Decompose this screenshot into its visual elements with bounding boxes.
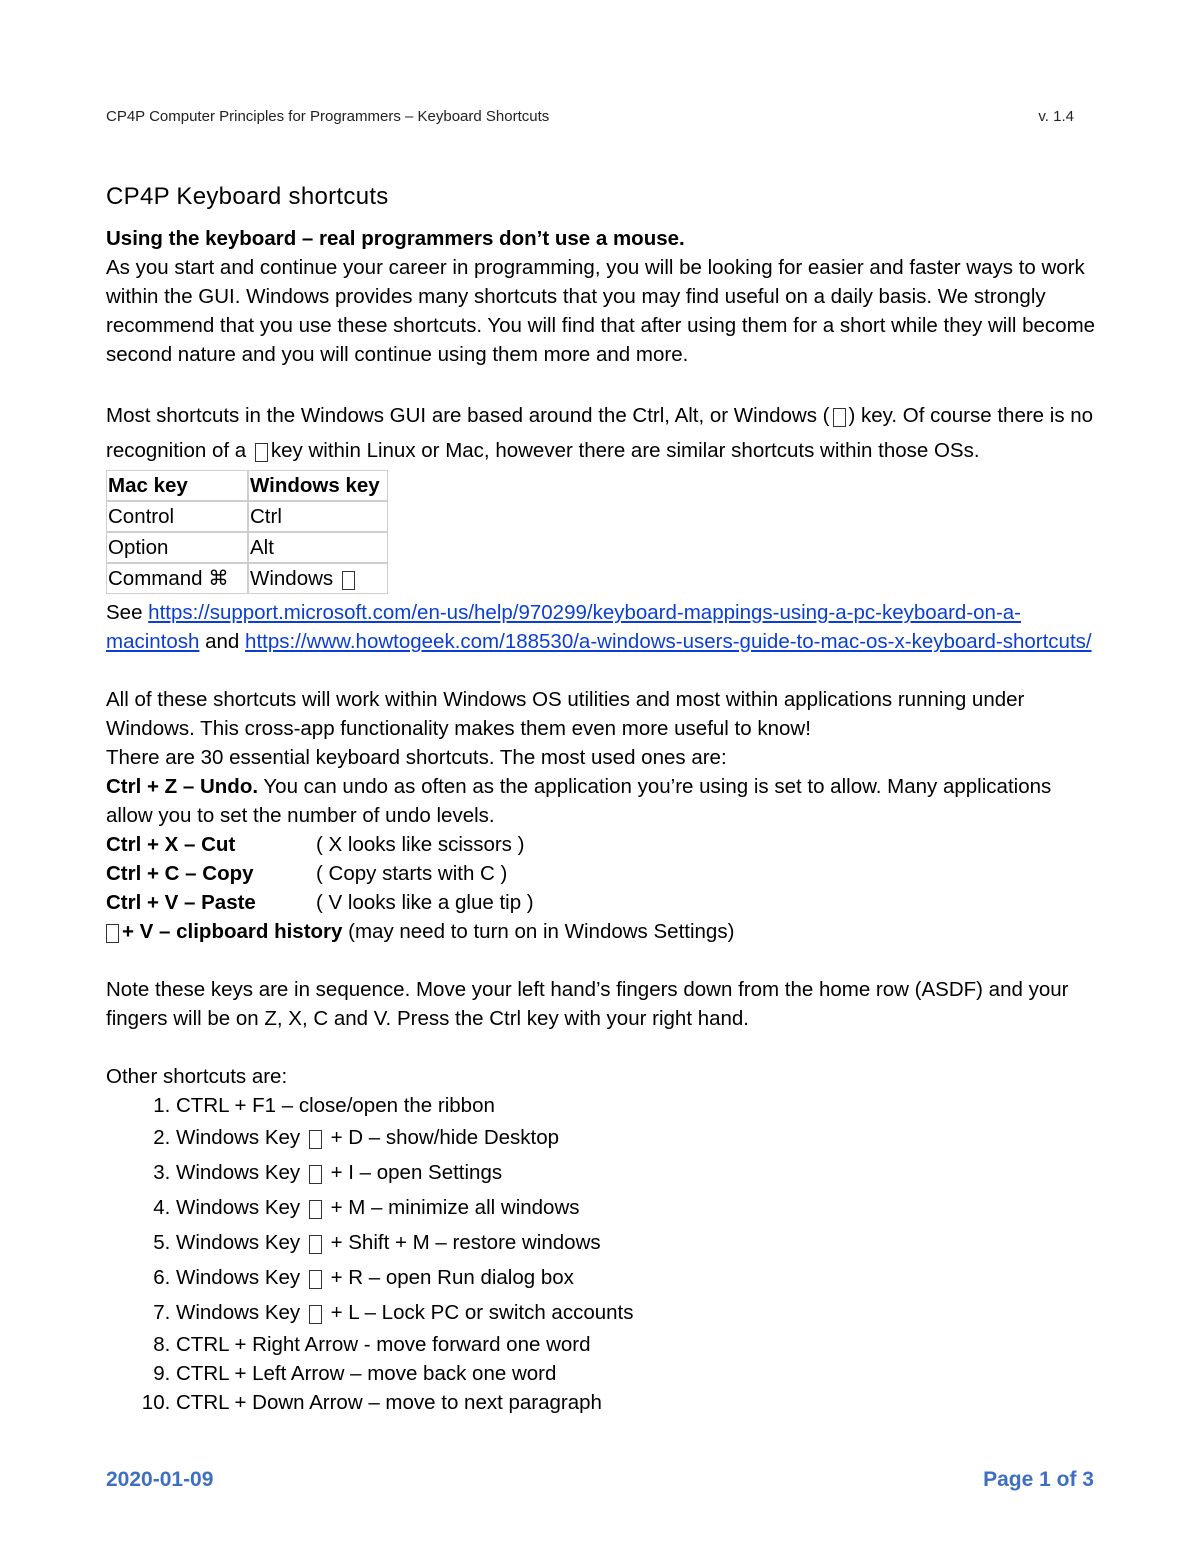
essential-shortcuts-paragraph: There are 30 essential keyboard shortcuts. The most used ones are: — [106, 746, 727, 769]
shortcut-note: ( X looks like scissors ) — [316, 833, 525, 856]
shortcut-note: ( Copy starts with C ) — [316, 862, 508, 885]
running-header-title: CP4P Computer Principles for Programmers – Keyboard Shortcuts — [106, 108, 550, 125]
list-item: 10. CTRL + Down Arrow – move to next paragraph — [176, 1388, 1096, 1417]
microsoft-support-link[interactable]: https://support.microsoft.com/en-us/help/970299/keyboard-mappings-using-a-pc-keyboard-on-a-macintosh — [106, 601, 1022, 653]
table-cell: Option — [106, 532, 248, 563]
running-header-version: v. 1.4 — [1038, 108, 1074, 125]
windows-key-icon — [309, 1200, 322, 1219]
cross-app-paragraph: All of these shortcuts will work within Windows OS utilities and most within applications running under Windows. This cross-app functionality makes them even more useful to know! — [106, 688, 1025, 740]
howtogeek-link[interactable]: https://www.howtogeek.com/188530/a-windows-users-guide-to-mac-os-x-keyboard-shortcuts/ — [245, 630, 1092, 653]
table-cell: Windows — [248, 563, 388, 594]
clipboard-history-line: + V – clipboard history (may need to turn on in Windows Settings) — [106, 917, 1096, 946]
table-cell: Command ⌘ — [106, 563, 248, 594]
table-cell: Ctrl — [248, 501, 388, 532]
shortcut-key: Ctrl + V – Paste — [106, 891, 256, 914]
shortcut-key: Ctrl + C – Copy — [106, 862, 254, 885]
windows-key-icon — [309, 1270, 322, 1289]
windows-key-icon — [309, 1165, 322, 1184]
windows-key-icon — [255, 443, 268, 462]
shortcut-row — [106, 888, 1096, 917]
key-mapping-table — [106, 470, 388, 594]
table-cell: Control — [106, 501, 248, 532]
windows-key-icon — [342, 571, 355, 590]
table-header-row — [106, 470, 388, 501]
list-item: 5. Windows Key + Shift + M – restore windows — [176, 1225, 1096, 1260]
home-row-note: Note these keys are in sequence. Move your left hand’s fingers down from the home row (ASDF) and your fingers will be on Z, X, C and V. Press the Ctrl key with your right hand. — [106, 978, 1069, 1030]
intro-paragraph: As you start and continue your career in programming, you will be looking for easier and faster ways to work within the GUI. Windows provides many shortcuts that you may find useful on a daily basis. We strongly recommend that you use these shortcuts. You will find that after using them for a short while they will become second nature and you will continue using them more and more. — [106, 256, 1096, 366]
list-item: 7. Windows Key + L – Lock PC or switch accounts — [176, 1295, 1096, 1330]
shortcut-row — [106, 830, 1096, 859]
intro-heading: Using the keyboard – real programmers don’t use a mouse. — [106, 227, 685, 250]
keys-paragraph: Most shortcuts in the Windows GUI are based around the Ctrl, Alt, or Windows ( ) key. Of course there is no recognition of a key within Linux or Mac, however there are similar shortcuts within those OSs. — [106, 404, 1094, 462]
footer-date: 2020-01-09 — [106, 1468, 214, 1491]
other-shortcuts-label: Other shortcuts are: — [106, 1065, 288, 1088]
undo-shortcut-key: Ctrl + Z – Undo. — [106, 775, 259, 798]
windows-key-icon — [309, 1305, 322, 1324]
table-row — [106, 532, 388, 563]
windows-key-icon — [309, 1130, 322, 1149]
shortcut-note: ( V looks like a glue tip ) — [316, 891, 534, 914]
list-item: 8. CTRL + Right Arrow - move forward one word — [176, 1330, 1096, 1359]
table-cell: Alt — [248, 532, 388, 563]
see-links-paragraph: See https://support.microsoft.com/en-us/help/970299/keyboard-mappings-using-a-pc-keyboard-on-a-macintosh and https://www.howtogeek.com/188530/a-windows-users-guide-to-mac-os-x-keyboard-shortcuts/ — [106, 601, 1092, 653]
other-shortcuts-list — [106, 1091, 1096, 1417]
list-item: 3. Windows Key + I – open Settings — [176, 1155, 1096, 1190]
document-body — [106, 180, 1096, 1417]
windows-key-icon — [106, 924, 119, 943]
list-item: 2. Windows Key + D – show/hide Desktop — [176, 1120, 1096, 1155]
shortcut-row — [106, 859, 1096, 888]
footer-page-number: Page 1 of 3 — [983, 1468, 1094, 1491]
table-header-cell: Windows key — [248, 470, 388, 501]
table-row — [106, 563, 388, 594]
document-title: CP4P Keyboard shortcuts — [106, 183, 389, 210]
list-item: 6. Windows Key + R – open Run dialog box — [176, 1260, 1096, 1295]
windows-key-icon — [833, 408, 846, 427]
list-item: 1. CTRL + F1 – close/open the ribbon — [176, 1091, 1096, 1120]
table-row — [106, 501, 388, 532]
windows-key-icon — [309, 1235, 322, 1254]
undo-paragraph: Ctrl + Z – Undo. You can undo as often as the application you’re using is set to allow. Many applications allow you to set the number of undo levels. — [106, 775, 1052, 827]
list-item: 4. Windows Key + M – minimize all windows — [176, 1190, 1096, 1225]
shortcut-key: Ctrl + X – Cut — [106, 833, 236, 856]
list-item: 9. CTRL + Left Arrow – move back one word — [176, 1359, 1096, 1388]
table-header-cell: Mac key — [106, 470, 248, 501]
